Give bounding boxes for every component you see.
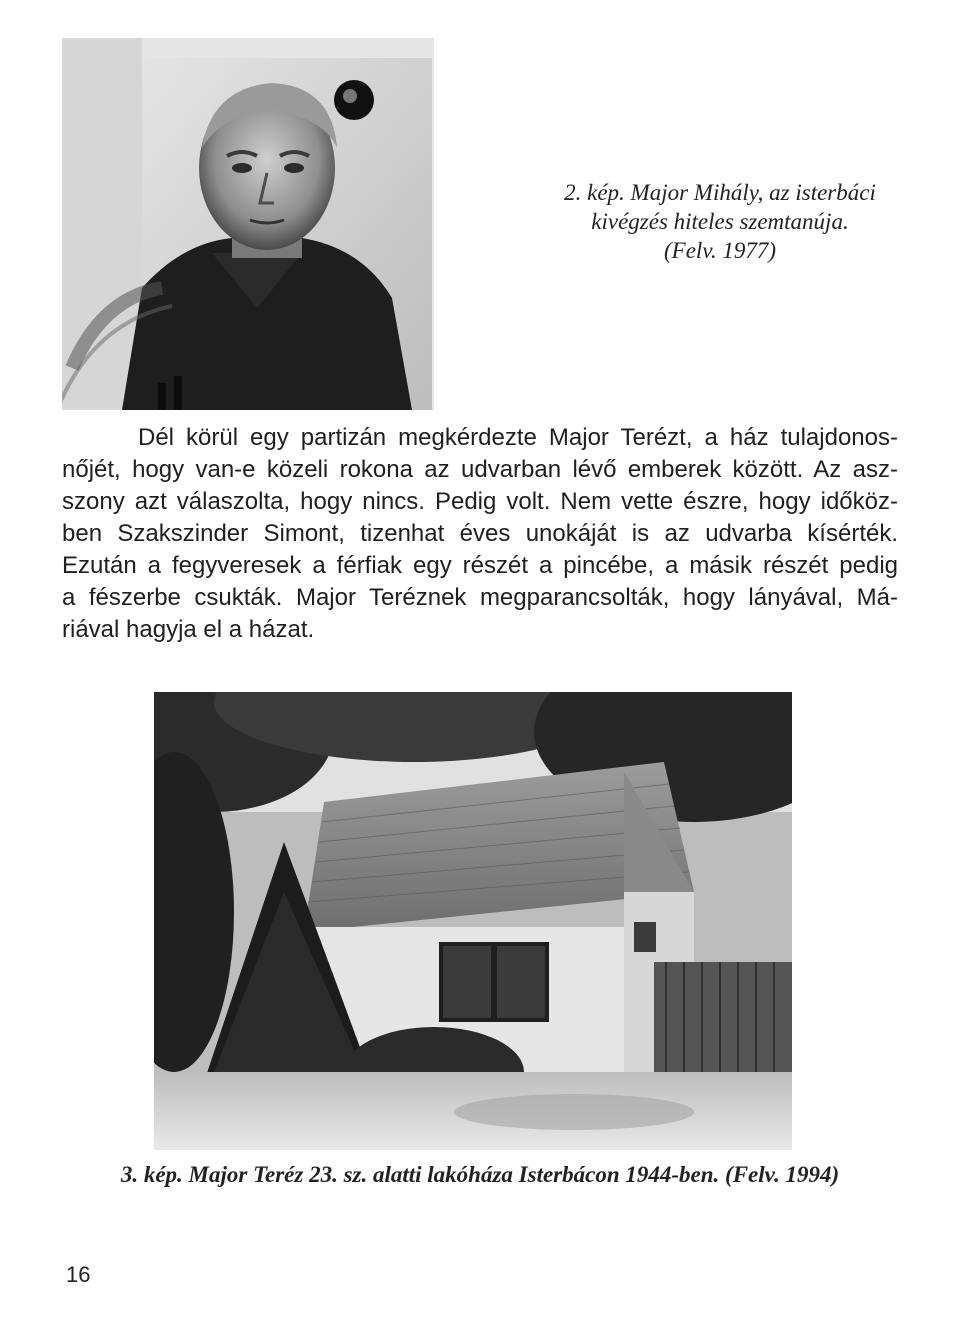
portrait-caption-line-2: kivégzés hiteles szemtanúja.	[591, 209, 849, 234]
body-line-4: ben Szakszinder Simont, tizenhat éves unokáját is az udvarba kísérték.	[62, 520, 898, 547]
body-line-2: nőjét, hogy van-e közeli rokona az udvarban lévő emberek között. Az asz-	[62, 456, 898, 483]
portrait-caption-line-3: (Felv. 1977)	[664, 238, 776, 263]
portrait-photo-image	[62, 38, 434, 410]
portrait-caption	[520, 178, 920, 265]
house-caption: 3. kép. Major Teréz 23. sz. alatti lakóháza Isterbácon 1944-ben. (Felv. 1994)	[120, 1162, 840, 1187]
house-photo-image	[154, 692, 792, 1150]
house-photo	[154, 692, 792, 1150]
body-line-6: a fészerbe csukták. Major Teréznek megparancsolták, hogy lányával, Má-	[62, 584, 898, 611]
portrait-photo	[62, 38, 434, 410]
body-line-1: Dél körül egy partizán megkérdezte Major Terézt, a ház tulajdonos-	[138, 424, 898, 451]
body-line-7: riával hagyja el a házat.	[62, 616, 315, 643]
page-number: 16	[66, 1262, 91, 1287]
body-line-5: Ezután a fegyveresek a férfiak egy részét a pincébe, a másik részét pedig	[62, 552, 898, 579]
body-paragraph	[62, 422, 898, 646]
portrait-caption-line-1: 2. kép. Major Mihály, az isterbáci	[564, 180, 876, 205]
body-line-3: szony azt válaszolta, hogy nincs. Pedig volt. Nem vette észre, hogy időköz-	[62, 488, 898, 515]
